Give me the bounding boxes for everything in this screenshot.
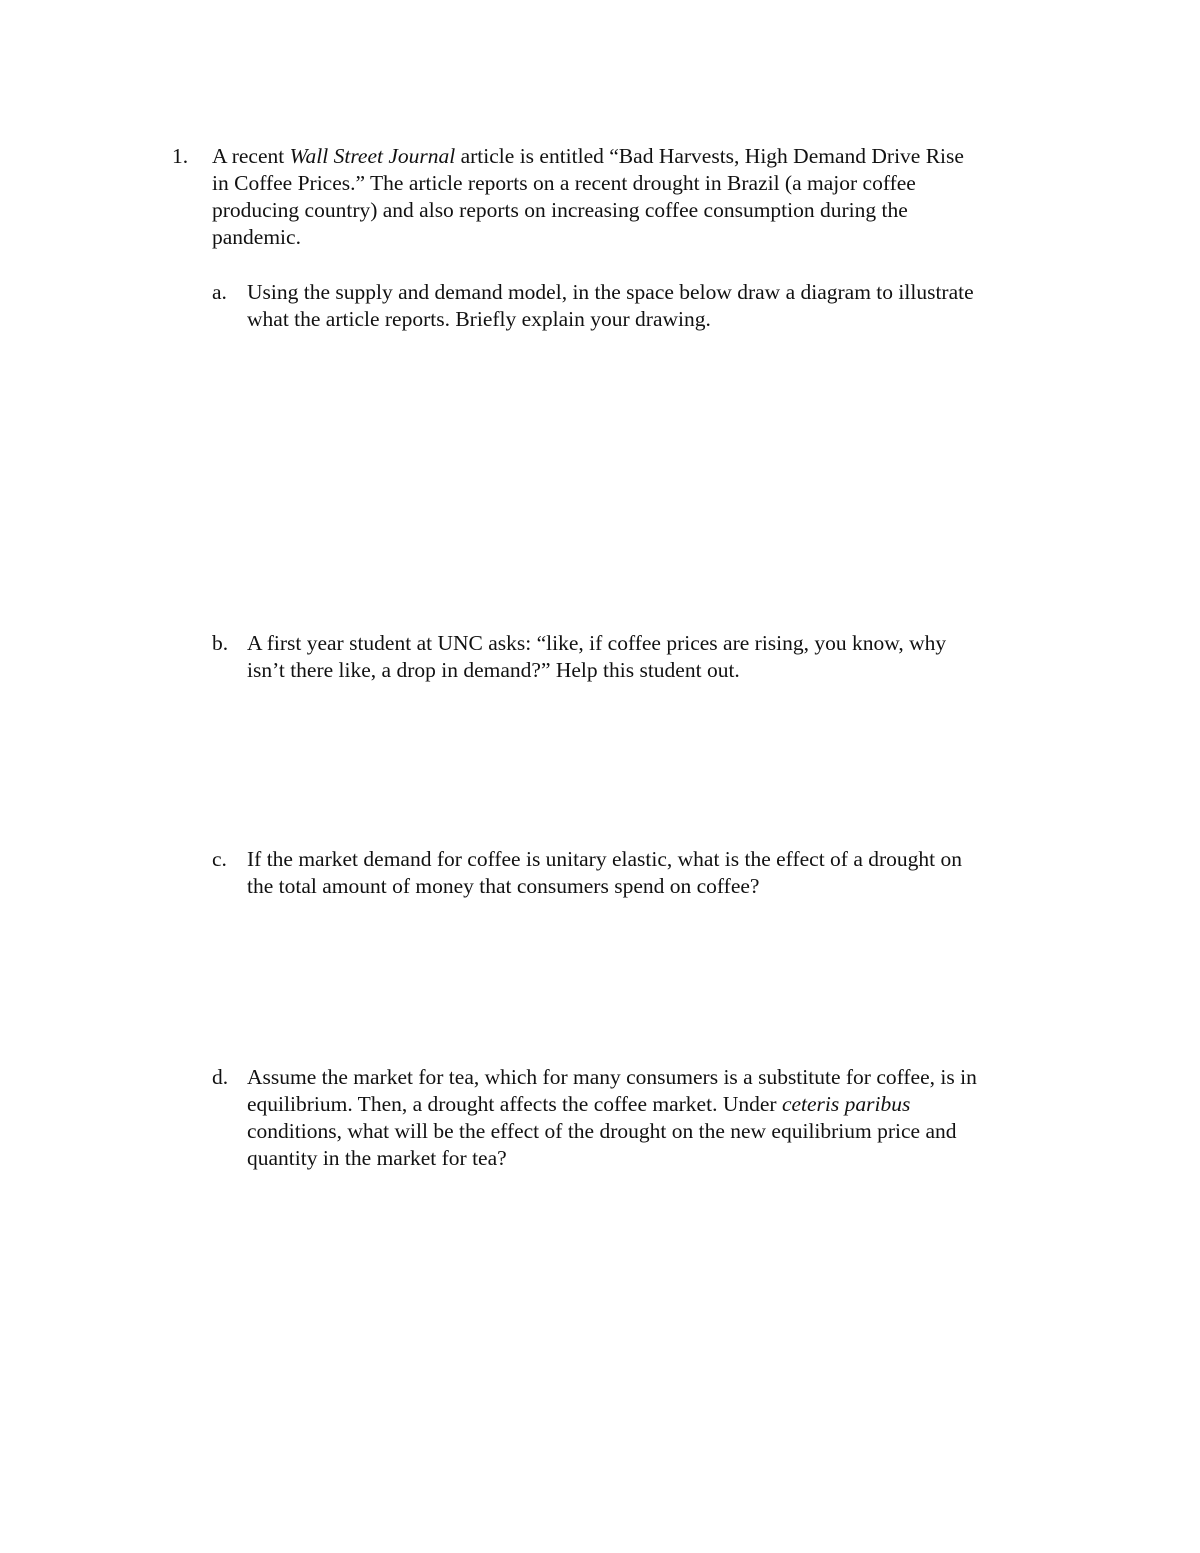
part-c-label: c. [212, 847, 227, 871]
question-1-line-1 [212, 143, 1092, 170]
part-d-label: d. [212, 1065, 229, 1089]
part-a-line-2: what the article reports. Briefly explain your drawing. [247, 307, 711, 331]
part-b-line-2: isn’t there like, a drop in demand?” Help this student out. [247, 658, 740, 682]
question-number: 1. [172, 144, 189, 168]
question-1-line-2: in Coffee Prices.” The article reports on a recent drought in Brazil (a major coffee [212, 171, 916, 195]
part-d-text [247, 1064, 1067, 1172]
question-1-line-3: producing country) and also reports on increasing coffee consumption during the [212, 198, 908, 222]
part-c-line-2: the total amount of money that consumers spend on coffee? [247, 874, 760, 898]
part-b-line-1: A first year student at UNC asks: “like, if coffee prices are rising, you know, why [247, 631, 947, 655]
publication-title: Wall Street Journal [289, 144, 456, 168]
question-1-line-4: pandemic. [212, 225, 301, 249]
part-a-line-1: Using the supply and demand model, in the space below draw a diagram to illustrate [247, 280, 974, 304]
part-d-line-2-pre: equilibrium. Then, a drought affects the coffee market. Under [247, 1092, 782, 1116]
question-1-text [212, 143, 1092, 251]
question-1-line-1-pre: A recent [212, 144, 290, 168]
part-d-line-3: conditions, what will be the effect of the drought on the new equilibrium price and [247, 1119, 957, 1143]
part-d-line-2 [247, 1091, 1067, 1118]
part-a-label: a. [212, 280, 227, 304]
part-b-text [247, 630, 1067, 684]
question-1-line-1-post: article is entitled “Bad Harvests, High Demand Drive Rise [455, 144, 964, 168]
latin-phrase: ceteris paribus [781, 1092, 911, 1116]
part-a-text [247, 279, 1067, 333]
part-b-label: b. [212, 631, 229, 655]
part-d-line-4: quantity in the market for tea? [247, 1146, 507, 1170]
part-c-text [247, 846, 1067, 900]
part-c-line-1: If the market demand for coffee is unitary elastic, what is the effect of a drought on [247, 847, 963, 871]
part-d-line-1: Assume the market for tea, which for many consumers is a substitute for coffee, is in [247, 1065, 977, 1089]
